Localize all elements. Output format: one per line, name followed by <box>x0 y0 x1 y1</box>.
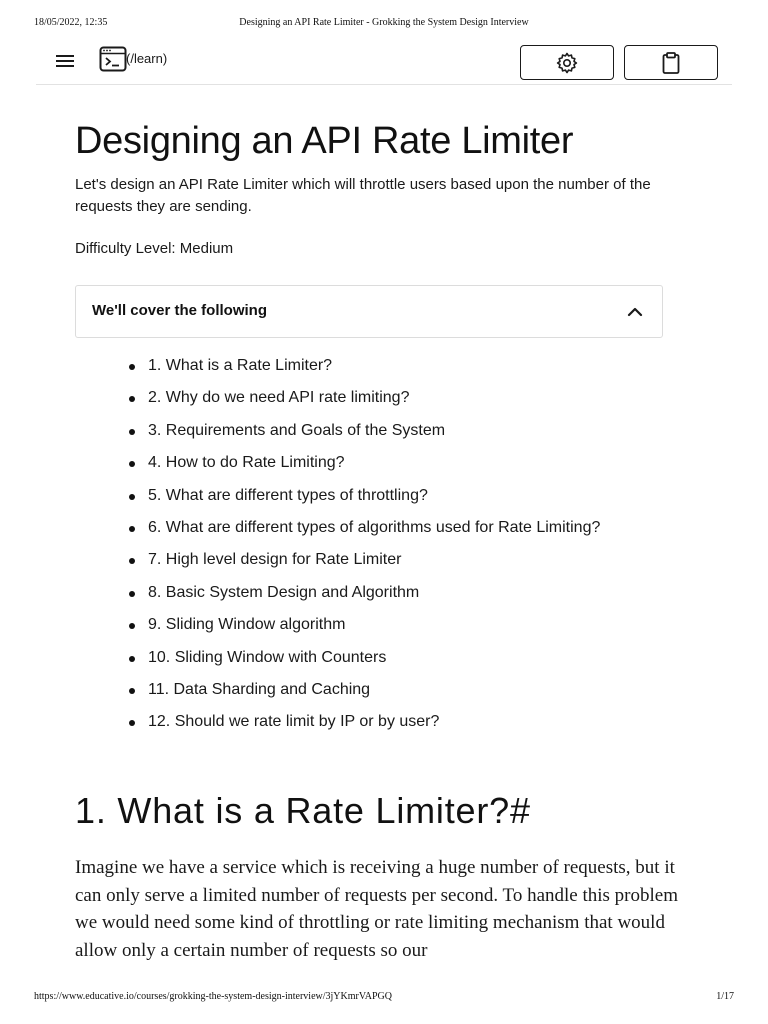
educative-logo-icon <box>99 46 127 72</box>
cover-following-title: We'll cover the following <box>92 302 267 319</box>
section-heading: 1. What is a Rate Limiter?# <box>75 790 531 831</box>
learn-link[interactable]: (/learn) <box>126 51 168 66</box>
print-url: https://www.educative.io/courses/grokking-the-system-design-interview/3jYKmrVAPGQ <box>34 991 392 1002</box>
print-datetime: 18/05/2022, 12:35 <box>34 17 108 28</box>
toc-item[interactable]: 3. Requirements and Goals of the System <box>128 420 708 452</box>
toc-item[interactable]: 9. Sliding Window algorithm <box>128 614 708 646</box>
toc-item[interactable]: 6. What are different types of algorithms used for Rate Limiting? <box>128 517 708 549</box>
toc-item[interactable]: 7. High level design for Rate Limiter <box>128 549 708 581</box>
page-title: Designing an API Rate Limiter <box>75 120 574 162</box>
clipboard-button[interactable] <box>624 45 718 80</box>
toc-item[interactable]: 12. Should we rate limit by IP or by user? <box>128 711 708 743</box>
gear-icon <box>555 51 579 75</box>
toc-item[interactable]: 11. Data Sharding and Caching <box>128 679 708 711</box>
print-footer <box>34 991 734 1005</box>
print-document-title: Designing an API Rate Limiter - Grokking the System Design Interview <box>239 17 529 28</box>
article-intro: Let's design an API Rate Limiter which will throttle users based upon the number of the requests they are sending. <box>75 176 651 215</box>
print-header <box>34 17 734 31</box>
toc-item[interactable]: 4. How to do Rate Limiting? <box>128 452 708 484</box>
toc-item[interactable]: 1. What is a Rate Limiter? <box>128 355 708 387</box>
toc-item[interactable]: 10. Sliding Window with Counters <box>128 647 708 679</box>
settings-button[interactable] <box>520 45 614 80</box>
menu-button[interactable] <box>52 49 78 73</box>
hamburger-menu-icon <box>55 53 75 69</box>
clipboard-icon <box>661 51 681 75</box>
section-body-text: Imagine we have a service which is receiving a huge number of requests, but it can only serve a limited number of requests per second. To handle this problem we would need some kind of throttling or rate limiting mechanism that would allow only a certain number of requests so our <box>75 857 678 961</box>
toc-item[interactable]: 5. What are different types of throttling? <box>128 485 708 517</box>
top-toolbar <box>36 36 732 85</box>
chevron-up-icon[interactable] <box>626 303 644 321</box>
toc-list <box>128 355 708 744</box>
toc-item[interactable]: 8. Basic System Design and Algorithm <box>128 582 708 614</box>
cover-following-panel[interactable] <box>75 285 663 338</box>
print-page-number: 1/17 <box>716 991 734 1002</box>
difficulty-level: Difficulty Level: Medium <box>75 240 234 257</box>
toc-item[interactable]: 2. Why do we need API rate limiting? <box>128 387 708 419</box>
